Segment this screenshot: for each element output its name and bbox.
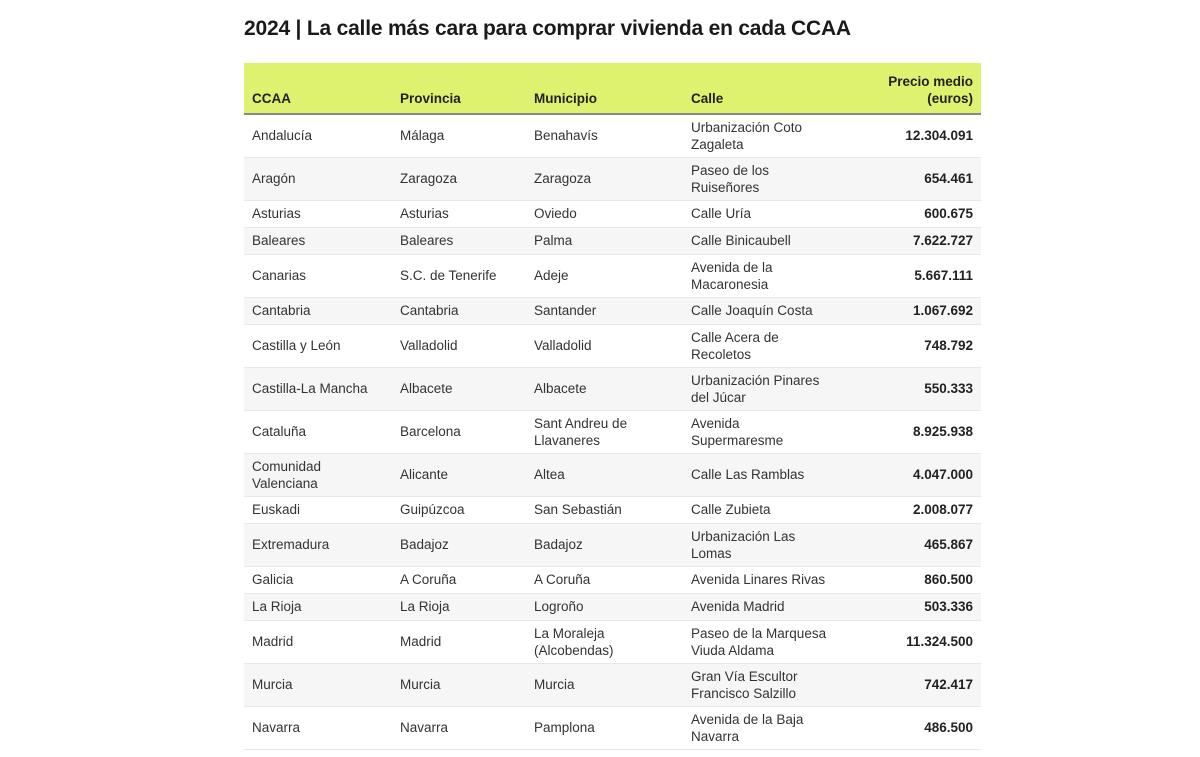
table-header (244, 63, 981, 114)
header-precio-line1: Precio medio (888, 74, 973, 89)
header-ccaa: CCAA (244, 63, 392, 114)
cell-ccaa: Asturias (244, 200, 392, 227)
cell-municipio: Zaragoza (526, 157, 683, 200)
cell-provincia: Málaga (392, 114, 526, 157)
header-calle: Calle (683, 63, 843, 114)
cell-precio: 503.336 (843, 593, 981, 620)
cell-calle: Urbanización Pinares del Júcar (683, 367, 843, 410)
cell-ccaa: Extremadura (244, 523, 392, 566)
cell-provincia: Murcia (392, 663, 526, 706)
cell-calle: Avenida Linares Rivas (683, 566, 843, 593)
cell-ccaa: La Rioja (244, 593, 392, 620)
cell-precio: 7.622.727 (843, 227, 981, 254)
cell-ccaa: Cataluña (244, 410, 392, 453)
cell-ccaa: Baleares (244, 227, 392, 254)
cell-provincia: Guipúzcoa (392, 496, 526, 523)
table-row (244, 297, 981, 324)
cell-municipio: Logroño (526, 593, 683, 620)
cell-municipio: Adeje (526, 254, 683, 297)
cell-municipio: Pamplona (526, 706, 683, 749)
table-body (244, 114, 981, 749)
cell-municipio: Benahavís (526, 114, 683, 157)
cell-ccaa: Madrid (244, 620, 392, 663)
table-row (244, 566, 981, 593)
cell-ccaa: Cantabria (244, 297, 392, 324)
cell-municipio: Valladolid (526, 324, 683, 367)
table-row (244, 453, 981, 496)
cell-precio: 1.067.692 (843, 297, 981, 324)
table-row (244, 593, 981, 620)
cell-municipio: Altea (526, 453, 683, 496)
cell-municipio: Palma (526, 227, 683, 254)
cell-calle: Gran Vía Escultor Francisco Salzillo (683, 663, 843, 706)
header-municipio: Municipio (526, 63, 683, 114)
cell-precio: 860.500 (843, 566, 981, 593)
cell-precio: 486.500 (843, 706, 981, 749)
cell-ccaa: Navarra (244, 706, 392, 749)
cell-calle: Calle Zubieta (683, 496, 843, 523)
cell-precio: 11.324.500 (843, 620, 981, 663)
cell-ccaa: Murcia (244, 663, 392, 706)
cell-precio: 12.304.091 (843, 114, 981, 157)
table-row (244, 367, 981, 410)
table-row (244, 620, 981, 663)
header-provincia: Provincia (392, 63, 526, 114)
cell-calle: Urbanización Coto Zagaleta (683, 114, 843, 157)
table-row (244, 324, 981, 367)
cell-provincia: Navarra (392, 706, 526, 749)
cell-ccaa: Galicia (244, 566, 392, 593)
cell-ccaa: Aragón (244, 157, 392, 200)
data-table (244, 63, 981, 750)
header-precio (843, 63, 981, 114)
cell-ccaa: Canarias (244, 254, 392, 297)
cell-calle: Avenida de la Macaronesia (683, 254, 843, 297)
cell-precio: 465.867 (843, 523, 981, 566)
header-precio-line2: (euros) (927, 91, 973, 106)
cell-provincia: Alicante (392, 453, 526, 496)
cell-precio: 550.333 (843, 367, 981, 410)
table-row (244, 227, 981, 254)
cell-municipio: A Coruña (526, 566, 683, 593)
cell-provincia: Madrid (392, 620, 526, 663)
cell-ccaa: Andalucía (244, 114, 392, 157)
cell-provincia: La Rioja (392, 593, 526, 620)
table-row (244, 114, 981, 157)
cell-ccaa: Castilla-La Mancha (244, 367, 392, 410)
cell-calle: Calle Las Ramblas (683, 453, 843, 496)
cell-calle: Calle Joaquín Costa (683, 297, 843, 324)
cell-precio: 8.925.938 (843, 410, 981, 453)
page-title: 2024 | La calle más cara para comprar vivienda en cada CCAA (244, 17, 851, 40)
cell-municipio: Murcia (526, 663, 683, 706)
table-row (244, 410, 981, 453)
cell-provincia: Baleares (392, 227, 526, 254)
cell-ccaa: Euskadi (244, 496, 392, 523)
cell-precio: 748.792 (843, 324, 981, 367)
cell-municipio: San Sebastián (526, 496, 683, 523)
table-row (244, 706, 981, 749)
cell-calle: Avenida Supermaresme (683, 410, 843, 453)
cell-precio: 654.461 (843, 157, 981, 200)
cell-calle: Calle Binicaubell (683, 227, 843, 254)
cell-calle: Paseo de la Marquesa Viuda Aldama (683, 620, 843, 663)
table-row (244, 157, 981, 200)
cell-provincia: Cantabria (392, 297, 526, 324)
cell-precio: 4.047.000 (843, 453, 981, 496)
cell-calle: Calle Acera de Recoletos (683, 324, 843, 367)
cell-calle: Urbanización Las Lomas (683, 523, 843, 566)
cell-calle: Avenida de la Baja Navarra (683, 706, 843, 749)
cell-calle: Calle Uría (683, 200, 843, 227)
table-row (244, 496, 981, 523)
cell-provincia: Badajoz (392, 523, 526, 566)
cell-provincia: Zaragoza (392, 157, 526, 200)
cell-ccaa: Comunidad Valenciana (244, 453, 392, 496)
cell-municipio: Oviedo (526, 200, 683, 227)
cell-precio: 2.008.077 (843, 496, 981, 523)
cell-ccaa: Castilla y León (244, 324, 392, 367)
cell-provincia: Barcelona (392, 410, 526, 453)
table-row (244, 523, 981, 566)
cell-provincia: Albacete (392, 367, 526, 410)
cell-calle: Avenida Madrid (683, 593, 843, 620)
cell-municipio: La Moraleja (Alcobendas) (526, 620, 683, 663)
cell-municipio: Albacete (526, 367, 683, 410)
table-row (244, 254, 981, 297)
table-row (244, 200, 981, 227)
cell-calle: Paseo de los Ruiseñores (683, 157, 843, 200)
cell-precio: 600.675 (843, 200, 981, 227)
cell-precio: 742.417 (843, 663, 981, 706)
cell-provincia: Valladolid (392, 324, 526, 367)
header-row (244, 63, 981, 114)
table-row (244, 663, 981, 706)
cell-provincia: A Coruña (392, 566, 526, 593)
cell-precio: 5.667.111 (843, 254, 981, 297)
cell-municipio: Badajoz (526, 523, 683, 566)
cell-provincia: S.C. de Tenerife (392, 254, 526, 297)
cell-municipio: Sant Andreu de Llavaneres (526, 410, 683, 453)
cell-provincia: Asturias (392, 200, 526, 227)
cell-municipio: Santander (526, 297, 683, 324)
